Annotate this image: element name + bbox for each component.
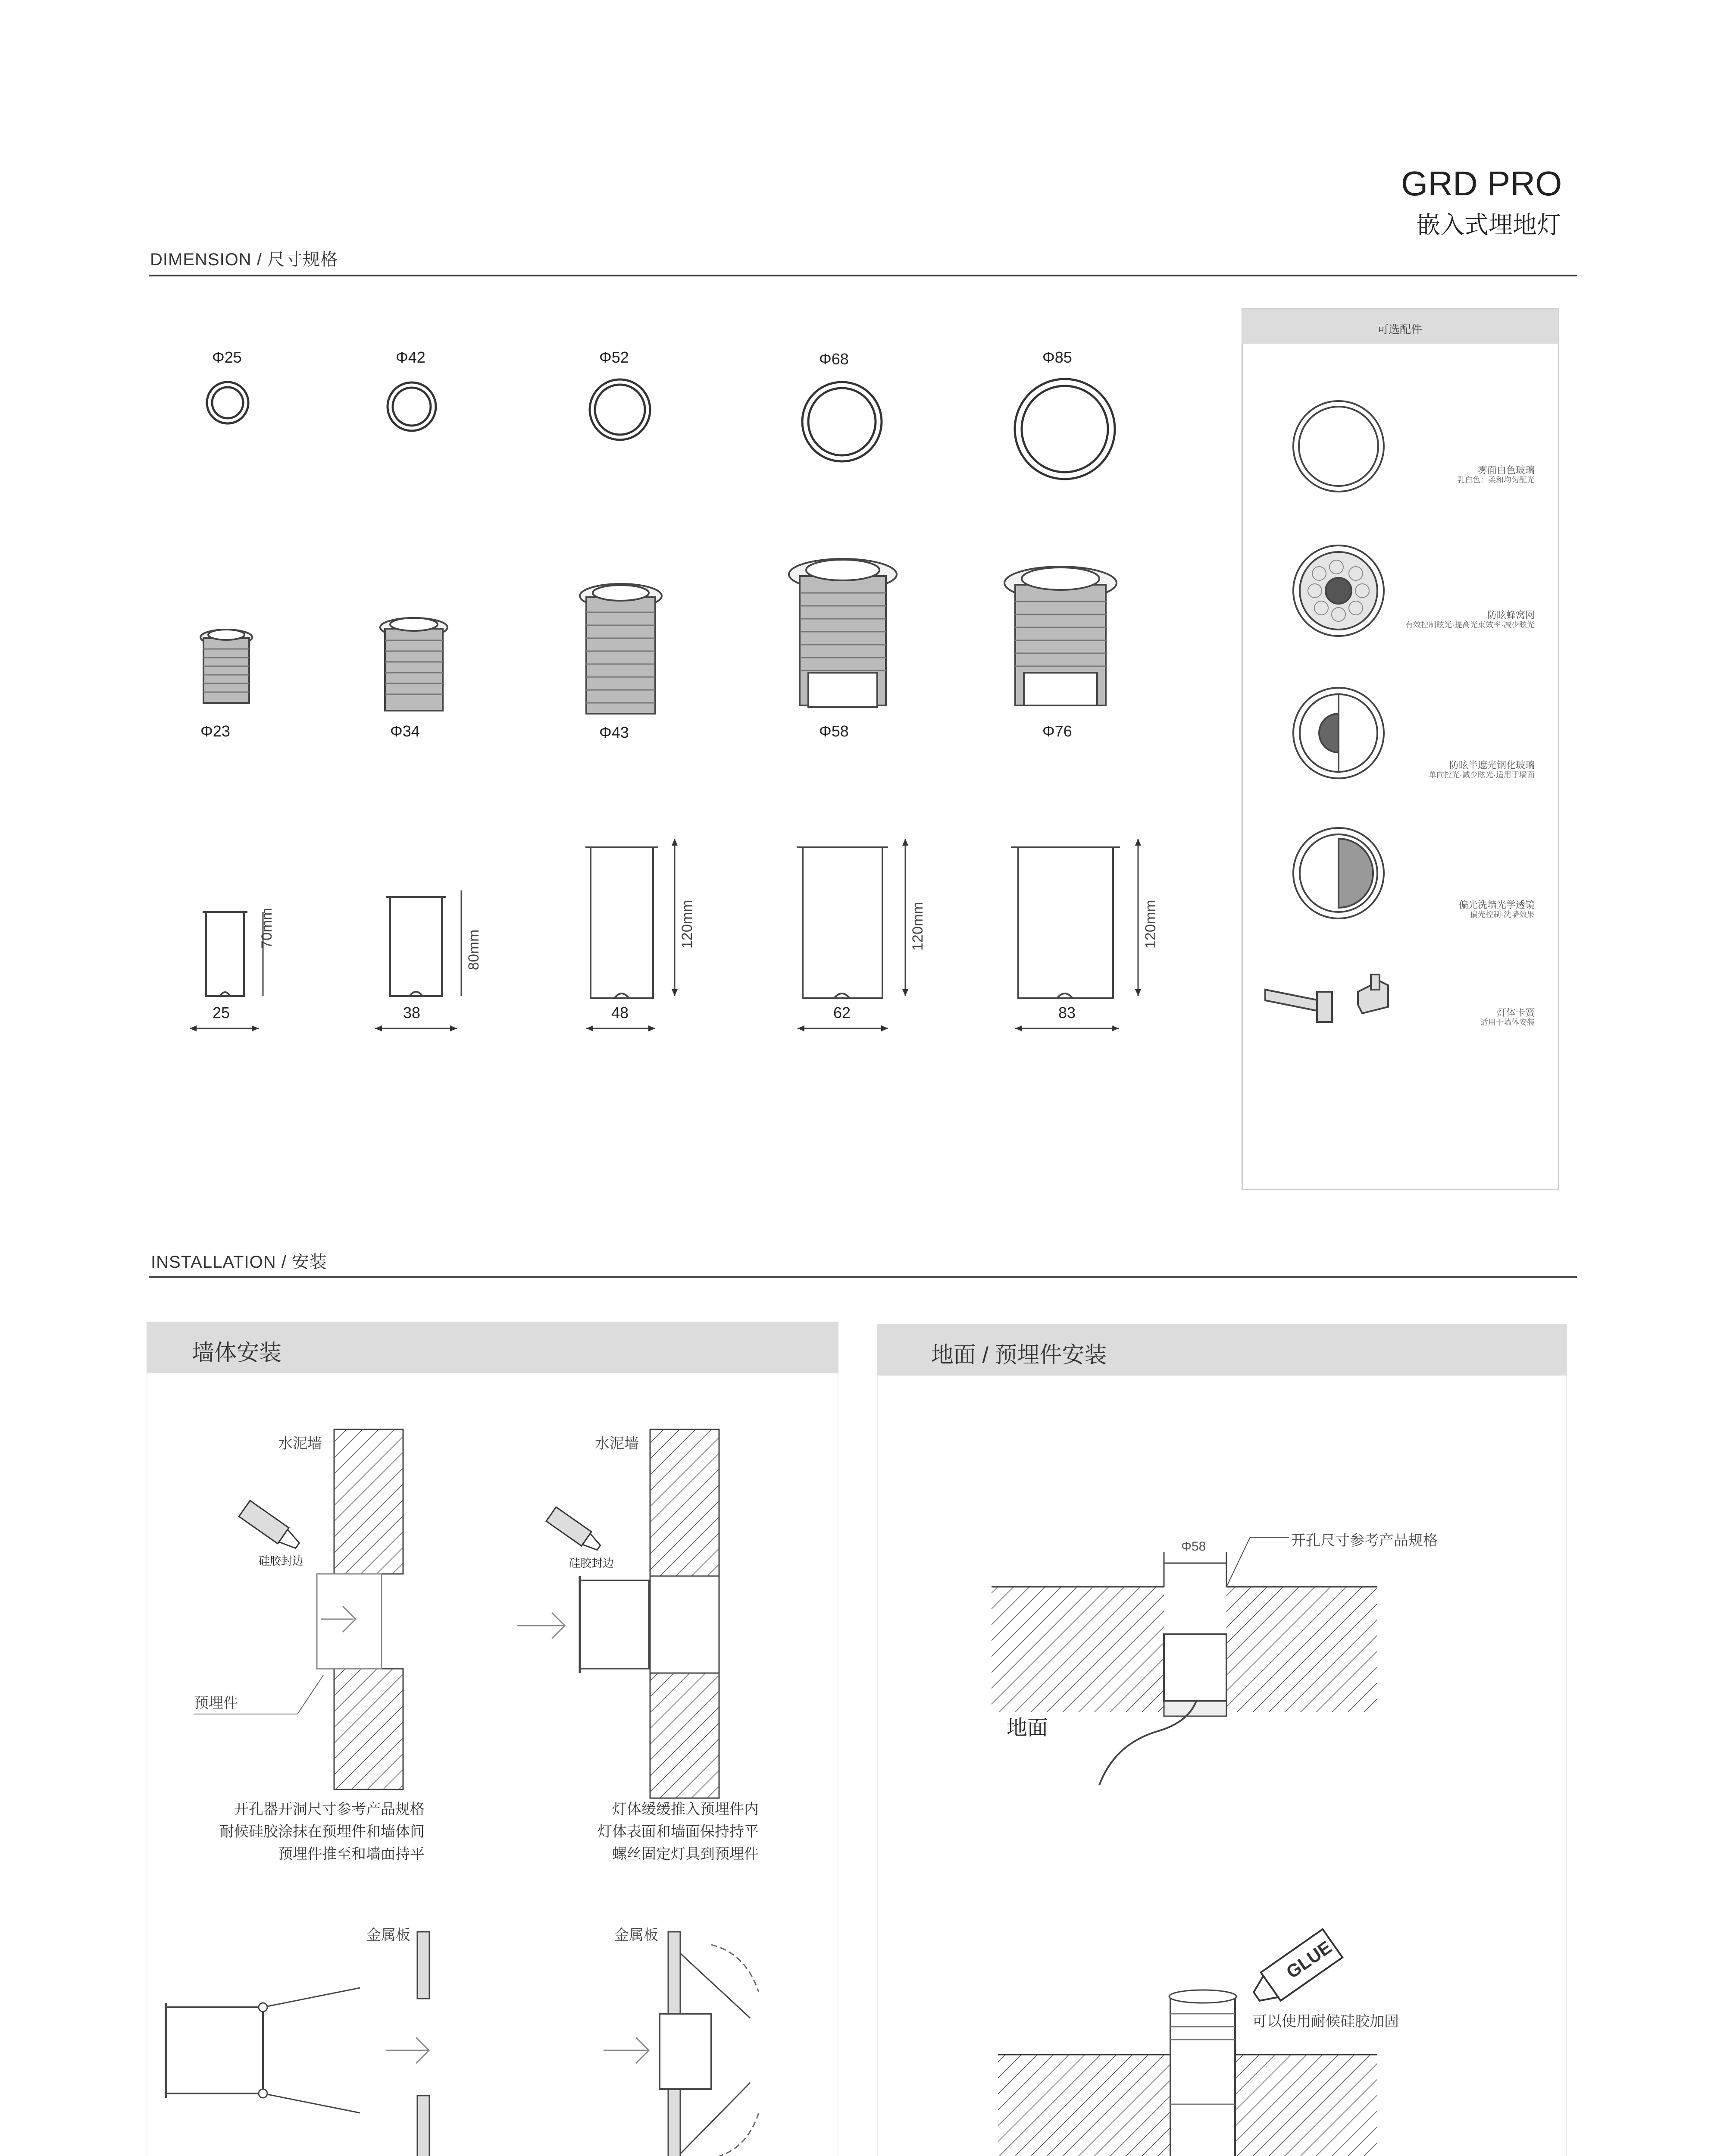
- metal-plate-label: 金属板: [614, 1927, 658, 1943]
- ground-step2-diagram: [998, 1929, 1377, 2156]
- wall-install-title: 墙体安装: [192, 1341, 282, 1366]
- silicone-edge-label: 硅胶封边: [259, 1554, 304, 1567]
- ground-step1-diagram: [992, 1537, 1377, 1785]
- glue-note: 可以使用耐候硅胶加固: [1252, 2013, 1399, 2030]
- body-view-label: Φ43: [599, 724, 629, 741]
- product-subtitle: 嵌入式埋地灯: [1416, 211, 1561, 238]
- top-view-label: Φ68: [819, 350, 849, 368]
- wall-step2-caption: 灯体缓缓推入预埋件内 灯体表面和墙面保持持平 螺丝固定灯具到预埋件: [597, 1801, 759, 1862]
- side-width-label: 38: [403, 1004, 421, 1022]
- product-name: GRD PRO: [1401, 164, 1562, 203]
- body-view-label: Φ58: [819, 722, 849, 740]
- cement-wall-label: 水泥墙: [278, 1435, 322, 1452]
- wall-step1-caption: 开孔器开洞尺寸参考产品规格 耐候硅胶涂抹在预埋件和墙体间 预埋件推至和墙面持平: [219, 1801, 425, 1862]
- side-height-label: 70mm: [259, 908, 275, 949]
- wall-step2-diagram: [517, 1429, 719, 1798]
- accessory-note: 防眩半遮光钢化玻璃 单向控光·减少眩光·适用于墙面: [1429, 760, 1535, 779]
- glue-tube-large-icon: [1247, 1929, 1342, 2011]
- glue-tube-label: GLUE: [1282, 1937, 1336, 1983]
- accessory-note: 偏光洗墙光学透镜 偏光控制·洗墙效果: [1458, 899, 1535, 919]
- metal-plate-label: 金属板: [366, 1927, 410, 1943]
- top-view-label: Φ85: [1042, 348, 1072, 366]
- body-view-label: Φ34: [390, 722, 420, 740]
- wall-step4-diagram: [604, 1932, 759, 2156]
- installation-section-label: INSTALLATION / 安装: [151, 1253, 327, 1272]
- side-height-label: 120mm: [1142, 899, 1159, 949]
- side-height-label: 120mm: [910, 902, 926, 951]
- ground-label: 地面: [1007, 1717, 1048, 1739]
- cement-wall-label: 水泥墙: [595, 1435, 639, 1452]
- phi-label: Φ58: [1181, 1539, 1206, 1554]
- top-view-label: Φ52: [599, 348, 629, 366]
- side-height-label: 80mm: [466, 929, 482, 970]
- side-height-label: 120mm: [679, 899, 695, 949]
- accessory-note: 雾面白色玻璃 乳白色：柔和均匀配光: [1457, 465, 1535, 484]
- wall-step3-diagram: [166, 1932, 429, 2156]
- side-width-label: 25: [213, 1004, 230, 1022]
- top-view-label: Φ42: [396, 348, 425, 366]
- ground-install-title: 地面 / 预埋件安装: [931, 1343, 1107, 1368]
- wall-step1-diagram: [194, 1429, 403, 1789]
- silicone-edge-label: 硅胶封边: [569, 1557, 614, 1570]
- glue-tube-icon: [239, 1501, 303, 1554]
- accessory-note: 防眩蜂窝网 有效控制眩光·提高光束效率·减少眩光: [1405, 610, 1535, 629]
- accessory-note: 灯体卡簧 适用于墙体安装: [1480, 1007, 1535, 1027]
- side-width-label: 48: [611, 1004, 629, 1022]
- embedded-part-label: 预埋件: [194, 1695, 238, 1711]
- hole-size-note: 开孔尺寸参考产品规格: [1291, 1532, 1438, 1549]
- dimension-section-label: DIMENSION / 尺寸规格: [150, 250, 338, 269]
- body-view-label: Φ76: [1042, 722, 1072, 740]
- side-width-label: 62: [833, 1004, 851, 1022]
- body-view-label: Φ23: [200, 722, 230, 740]
- accessories-title: 可选配件: [1377, 323, 1423, 336]
- side-width-label: 83: [1058, 1004, 1076, 1022]
- top-view-label: Φ25: [212, 348, 242, 366]
